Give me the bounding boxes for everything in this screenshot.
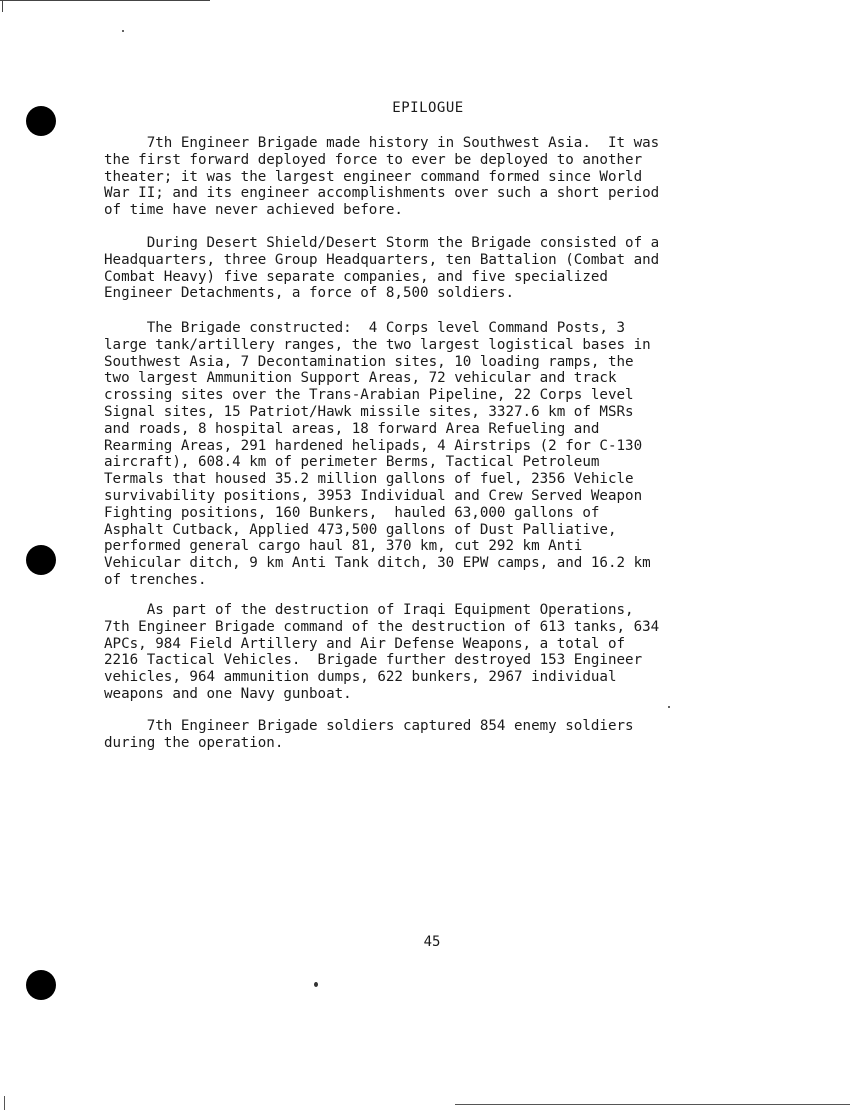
paragraph-destruction: As part of the destruction of Iraqi Equipment Operations, 7th Engineer Brigade command of the destruction of 613 tanks, 634 APCs, 984 Field Artillery and Air Defense Weapons, a total of 2216 Tactical Vehicles. Brigade further destroyed 153 Engineer vehicles, 964 ammunition dumps, 622 bunkers, 2967 individual weapons and one Navy gunboat. [104, 602, 660, 702]
scan-edge-top [0, 0, 210, 1]
page-title: EPILOGUE [392, 100, 464, 116]
paragraph-captures: 7th Engineer Brigade soldiers captured 854 enemy soldiers during the operation. [104, 718, 634, 751]
scan-speck [668, 706, 670, 708]
scan-speck [122, 30, 124, 32]
scan-speck [314, 982, 318, 987]
paragraph-composition: During Desert Shield/Desert Storm the Brigade consisted of a Headquarters, three Group Headquarters, ten Battalion (Combat and Combat Heavy) five separate companies, and five specialized Engineer Detachments, a force of 8,500 soldiers. [104, 235, 660, 302]
punch-hole-middle [26, 545, 56, 575]
paragraph-history: 7th Engineer Brigade made history in Southwest Asia. It was the first forward deployed force to ever be deployed to another theater; it was the largest engineer command formed since World War II; and its engineer accomplishments over such a short period of time have never achieved before. [104, 135, 660, 219]
punch-hole-bottom [26, 970, 56, 1000]
paragraph-construction: The Brigade constructed: 4 Corps level Command Posts, 3 large tank/artillery ranges, the two largest logistical bases in Southwest Asia, 7 Decontamination sites, 10 loading ramps, the two largest Ammunition Support Areas, 72 vehicular and track crossing sites over the Trans-Arabian Pipeline, 22 Corps level Signal sites, 15 Patriot/Hawk missile sites, 3327.6 km of MSRs and roads, 8 hospital areas, 18 forward Area Refueling and Rearming Areas, 291 hardened helipads, 4 Airstrips (2 for C-130 aircraft), 608.4 km of perimeter Berms, Tactical Petroleum Termals that housed 35.2 million gallons of fuel, 2356 Vehicle survivability positions, 3953 Individual and Crew Served Weapon Fighting positions, 160 Bunkers, hauled 63,000 gallons of Asphalt Cutback, Applied 473,500 gallons of Dust Palliative, performed general cargo haul 81, 370 km, cut 292 km Anti Vehicular ditch, 9 km Anti Tank ditch, 30 EPW camps, and 16.2 km of trenches. [104, 320, 651, 588]
page-number: 45 [423, 934, 441, 950]
scan-edge-bottom [455, 1104, 850, 1105]
scan-edge-left [2, 0, 3, 12]
scan-edge-left-bottom [4, 1096, 5, 1110]
